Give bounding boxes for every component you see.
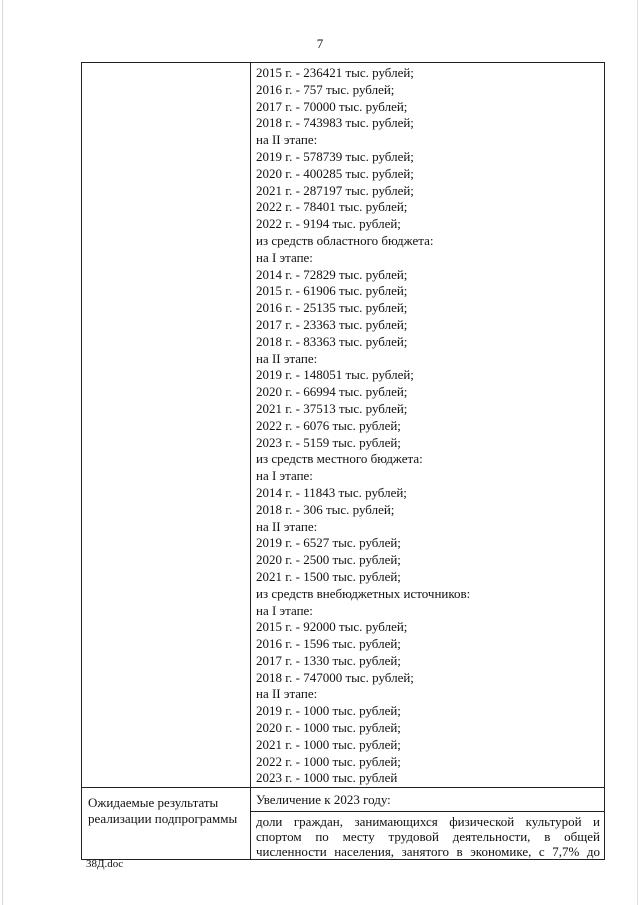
funding-line: 2020 г. - 1000 тыс. рублей; [256, 720, 401, 736]
funding-line: 2023 г. - 5159 тыс. рублей; [256, 434, 401, 450]
funding-line: 2018 г. - 306 тыс. рублей; [256, 501, 395, 517]
funding-line: 2022 г. - 1000 тыс. рублей; [256, 753, 401, 769]
funding-line: на II этапе: [256, 350, 318, 366]
funding-line: 2018 г. - 747000 тыс. рублей; [256, 669, 414, 685]
funding-line: 2019 г. - 1000 тыс. рублей; [256, 703, 401, 719]
funding-label-cell [82, 63, 251, 788]
funding-line: 2021 г. - 287197 тыс. рублей; [256, 182, 414, 198]
funding-row [82, 63, 605, 788]
funding-line: 2016 г. - 1596 тыс. рублей; [256, 636, 401, 652]
funding-line: 2015 г. - 61906 тыс. рублей; [256, 283, 408, 299]
footer-filename: 38Д.doc [86, 858, 124, 870]
funding-line: 2020 г. - 400285 тыс. рублей; [256, 165, 414, 181]
results-text: доли граждан, занимающихся физической культурой и спортом по месту трудовой деятельности, в общей численности населения, занятого в экономике, с 7,7% до [256, 814, 600, 860]
funding-line: 2016 г. - 757 тыс. рублей; [256, 81, 395, 97]
funding-line: 2021 г. - 1000 тыс. рублей; [256, 736, 401, 752]
funding-line: 2017 г. - 70000 тыс. рублей; [256, 98, 408, 114]
results-values-cell [251, 788, 605, 860]
funding-line: 2015 г. - 236421 тыс. рублей; [256, 65, 414, 80]
funding-line: из средств местного бюджета: [256, 451, 423, 467]
funding-line: на II этапе: [256, 132, 318, 148]
funding-line: 2019 г. - 148051 тыс. рублей; [256, 367, 414, 383]
funding-line: 2020 г. - 2500 тыс. рублей; [256, 552, 401, 568]
funding-line: 2021 г. - 37513 тыс. рублей; [256, 400, 408, 416]
funding-line: 2021 г. - 1500 тыс. рублей; [256, 568, 401, 584]
scan-edge-left [2, 0, 3, 905]
funding-line: 2015 г. - 92000 тыс. рублей; [256, 619, 408, 635]
funding-line: из средств внебюджетных источников: [256, 585, 471, 601]
funding-line: 2017 г. - 23363 тыс. рублей; [256, 316, 408, 332]
funding-line: 2020 г. - 66994 тыс. рублей; [256, 384, 408, 400]
funding-line: 2014 г. - 11843 тыс. рублей; [256, 484, 407, 500]
funding-values-cell [251, 63, 605, 788]
funding-line: на I этапе: [256, 468, 313, 484]
funding-line: 2018 г. - 83363 тыс. рублей; [256, 333, 408, 349]
results-heading: Увеличение к 2023 году: [251, 788, 604, 812]
funding-line: 2018 г. - 743983 тыс. рублей; [256, 115, 414, 131]
scan-edge-right [637, 0, 638, 905]
funding-line: 2016 г. - 25135 тыс. рублей; [256, 300, 408, 316]
funding-line: 2014 г. - 72829 тыс. рублей; [256, 266, 408, 282]
funding-line: 2022 г. - 9194 тыс. рублей; [256, 216, 401, 232]
results-label-cell [82, 788, 251, 860]
subprogram-passport-table [81, 62, 605, 860]
results-label: Ожидаемые результаты реализации подпрограммы [88, 795, 238, 827]
funding-line: 2019 г. - 6527 тыс. рублей; [256, 535, 401, 551]
funding-line: 2019 г. - 578739 тыс. рублей; [256, 148, 414, 164]
results-row [82, 788, 605, 860]
funding-line: 2022 г. - 6076 тыс. рублей; [256, 417, 401, 433]
funding-line: из средств областного бюджета: [256, 232, 434, 248]
funding-lines-list [251, 63, 604, 787]
funding-line: на I этапе: [256, 602, 313, 618]
funding-line: на I этапе: [256, 249, 313, 265]
page-number: 7 [316, 36, 324, 51]
funding-line: на II этапе: [256, 518, 318, 534]
funding-line: 2023 г. - 1000 тыс. рублей [256, 770, 398, 786]
funding-line: на II этапе: [256, 686, 318, 702]
funding-line: 2022 г. - 78401 тыс. рублей; [256, 199, 408, 215]
funding-line: 2017 г. - 1330 тыс. рублей; [256, 652, 401, 668]
